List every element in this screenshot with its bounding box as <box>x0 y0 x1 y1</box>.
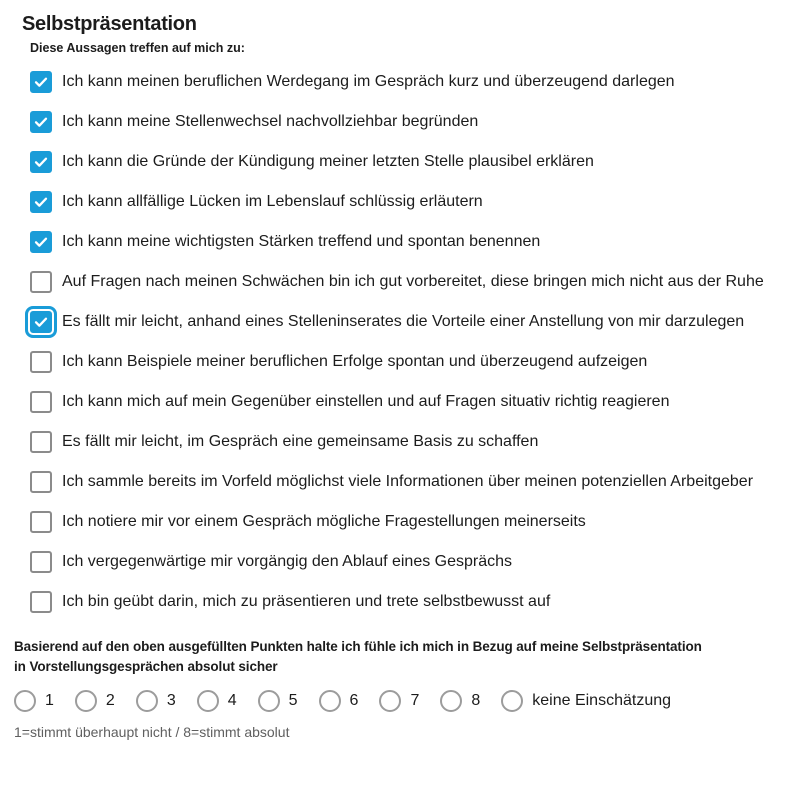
radio-label: 6 <box>349 692 359 709</box>
radio-label: 8 <box>471 692 481 709</box>
checkbox-row <box>30 69 769 95</box>
radio-label: keine Einschätzung <box>532 692 672 709</box>
checkbox-label: Auf Fragen nach meinen Schwächen bin ich gut vorbereitet, diese bringen mich nicht aus der Ruhe <box>62 273 764 290</box>
checkbox[interactable] <box>30 231 52 253</box>
checkbox-row <box>30 269 769 295</box>
checkbox[interactable] <box>30 71 52 93</box>
checkbox[interactable] <box>30 511 52 533</box>
check-icon <box>33 154 49 170</box>
checkbox[interactable] <box>30 391 52 413</box>
checkbox-row <box>30 589 769 615</box>
checkbox-label: Ich kann meine wichtigsten Stärken treffend und spontan benennen <box>62 233 541 250</box>
checkbox-label: Ich sammle bereits im Vorfeld möglichst viele Informationen über meinen potenziellen Arbeitgeber <box>62 473 754 490</box>
checkbox[interactable] <box>30 551 52 573</box>
rating-option-7 <box>379 690 419 712</box>
checkbox[interactable] <box>30 591 52 613</box>
checkbox[interactable] <box>30 311 52 333</box>
radio-label: 1 <box>45 692 54 709</box>
checkbox-label: Ich vergegenwärtige mir vorgängig den Ablauf eines Gesprächs <box>62 553 513 570</box>
checkbox-row <box>30 469 769 495</box>
checklist-instruction: Diese Aussagen treffen auf mich zu: <box>30 41 245 55</box>
checkbox[interactable] <box>30 471 52 493</box>
rating-section <box>14 637 769 740</box>
checkbox-row <box>30 229 769 255</box>
check-icon <box>33 234 49 250</box>
rating-option-2 <box>75 690 115 712</box>
statement-checklist <box>30 69 769 615</box>
checkbox-label: Ich notiere mir vor einem Gespräch mögliche Fragestellungen meinerseits <box>62 513 586 530</box>
radio-button[interactable] <box>440 690 462 712</box>
checkbox-label: Es fällt mir leicht, im Gespräch eine gemeinsame Basis zu schaffen <box>62 433 539 450</box>
checkbox-label: Ich kann allfällige Lücken im Lebenslauf schlüssig erläutern <box>62 193 483 210</box>
check-icon <box>33 194 49 210</box>
radio-label: 4 <box>227 692 237 709</box>
radio-button[interactable] <box>258 690 280 712</box>
rating-question: Basierend auf den oben ausgefüllten Punkten halte ich fühle ich mich in Bezug auf meine Selbstpräsentation in Vorstellungsgesprächen absolut sicher <box>14 639 702 674</box>
checkbox[interactable] <box>30 431 52 453</box>
radio-label: 7 <box>410 692 420 709</box>
checkbox-row <box>30 509 769 535</box>
check-icon <box>33 114 49 130</box>
checkbox[interactable] <box>30 351 52 373</box>
rating-option-no-estimate <box>501 690 671 712</box>
checkbox-row <box>30 109 769 135</box>
radio-button[interactable] <box>75 690 97 712</box>
check-icon <box>33 314 49 330</box>
radio-label: 5 <box>288 692 298 709</box>
checkbox-row <box>30 429 769 455</box>
checkbox-label: Ich kann mich auf mein Gegenüber einstellen und auf Fragen situativ richtig reagieren <box>62 393 670 410</box>
radio-button[interactable] <box>136 690 158 712</box>
checkbox-label: Ich kann die Gründe der Kündigung meiner letzten Stelle plausibel erklären <box>62 153 594 170</box>
radio-label: 3 <box>166 692 176 709</box>
checkbox-row <box>30 389 769 415</box>
page-title: Selbstpräsentation <box>22 13 197 35</box>
radio-button[interactable] <box>379 690 401 712</box>
rating-option-5 <box>258 690 298 712</box>
checkbox-row <box>30 549 769 575</box>
checkbox-row <box>30 349 769 375</box>
checkbox[interactable] <box>30 151 52 173</box>
scale-legend: 1=stimmt überhaupt nicht / 8=stimmt absolut <box>14 724 290 740</box>
rating-option-4 <box>197 690 237 712</box>
radio-button[interactable] <box>14 690 36 712</box>
checkbox-row <box>30 189 769 215</box>
checkbox-label: Es fällt mir leicht, anhand eines Stelleninserates die Vorteile einer Anstellung von mir darzulegen <box>62 313 745 330</box>
checkbox-row <box>30 309 769 335</box>
checkbox[interactable] <box>30 191 52 213</box>
checkbox-row <box>30 149 769 175</box>
rating-option-8 <box>440 690 480 712</box>
radio-button[interactable] <box>319 690 341 712</box>
radio-button[interactable] <box>197 690 219 712</box>
radio-label: 2 <box>105 692 115 709</box>
checkbox-label: Ich kann meinen beruflichen Werdegang im Gespräch kurz und überzeugend darlegen <box>62 73 675 90</box>
checkbox[interactable] <box>30 271 52 293</box>
checkbox-label: Ich kann meine Stellenwechsel nachvollziehbar begründen <box>62 113 479 130</box>
radio-button[interactable] <box>501 690 523 712</box>
checkbox[interactable] <box>30 111 52 133</box>
rating-option-6 <box>319 690 359 712</box>
rating-option-1 <box>14 690 54 712</box>
checkbox-label: Ich kann Beispiele meiner beruflichen Erfolge spontan und überzeugend aufzeigen <box>62 353 648 370</box>
rating-option-3 <box>136 690 176 712</box>
rating-scale <box>14 690 769 712</box>
check-icon <box>33 74 49 90</box>
checkbox-label: Ich bin geübt darin, mich zu präsentieren und trete selbstbewusst auf <box>62 593 551 610</box>
